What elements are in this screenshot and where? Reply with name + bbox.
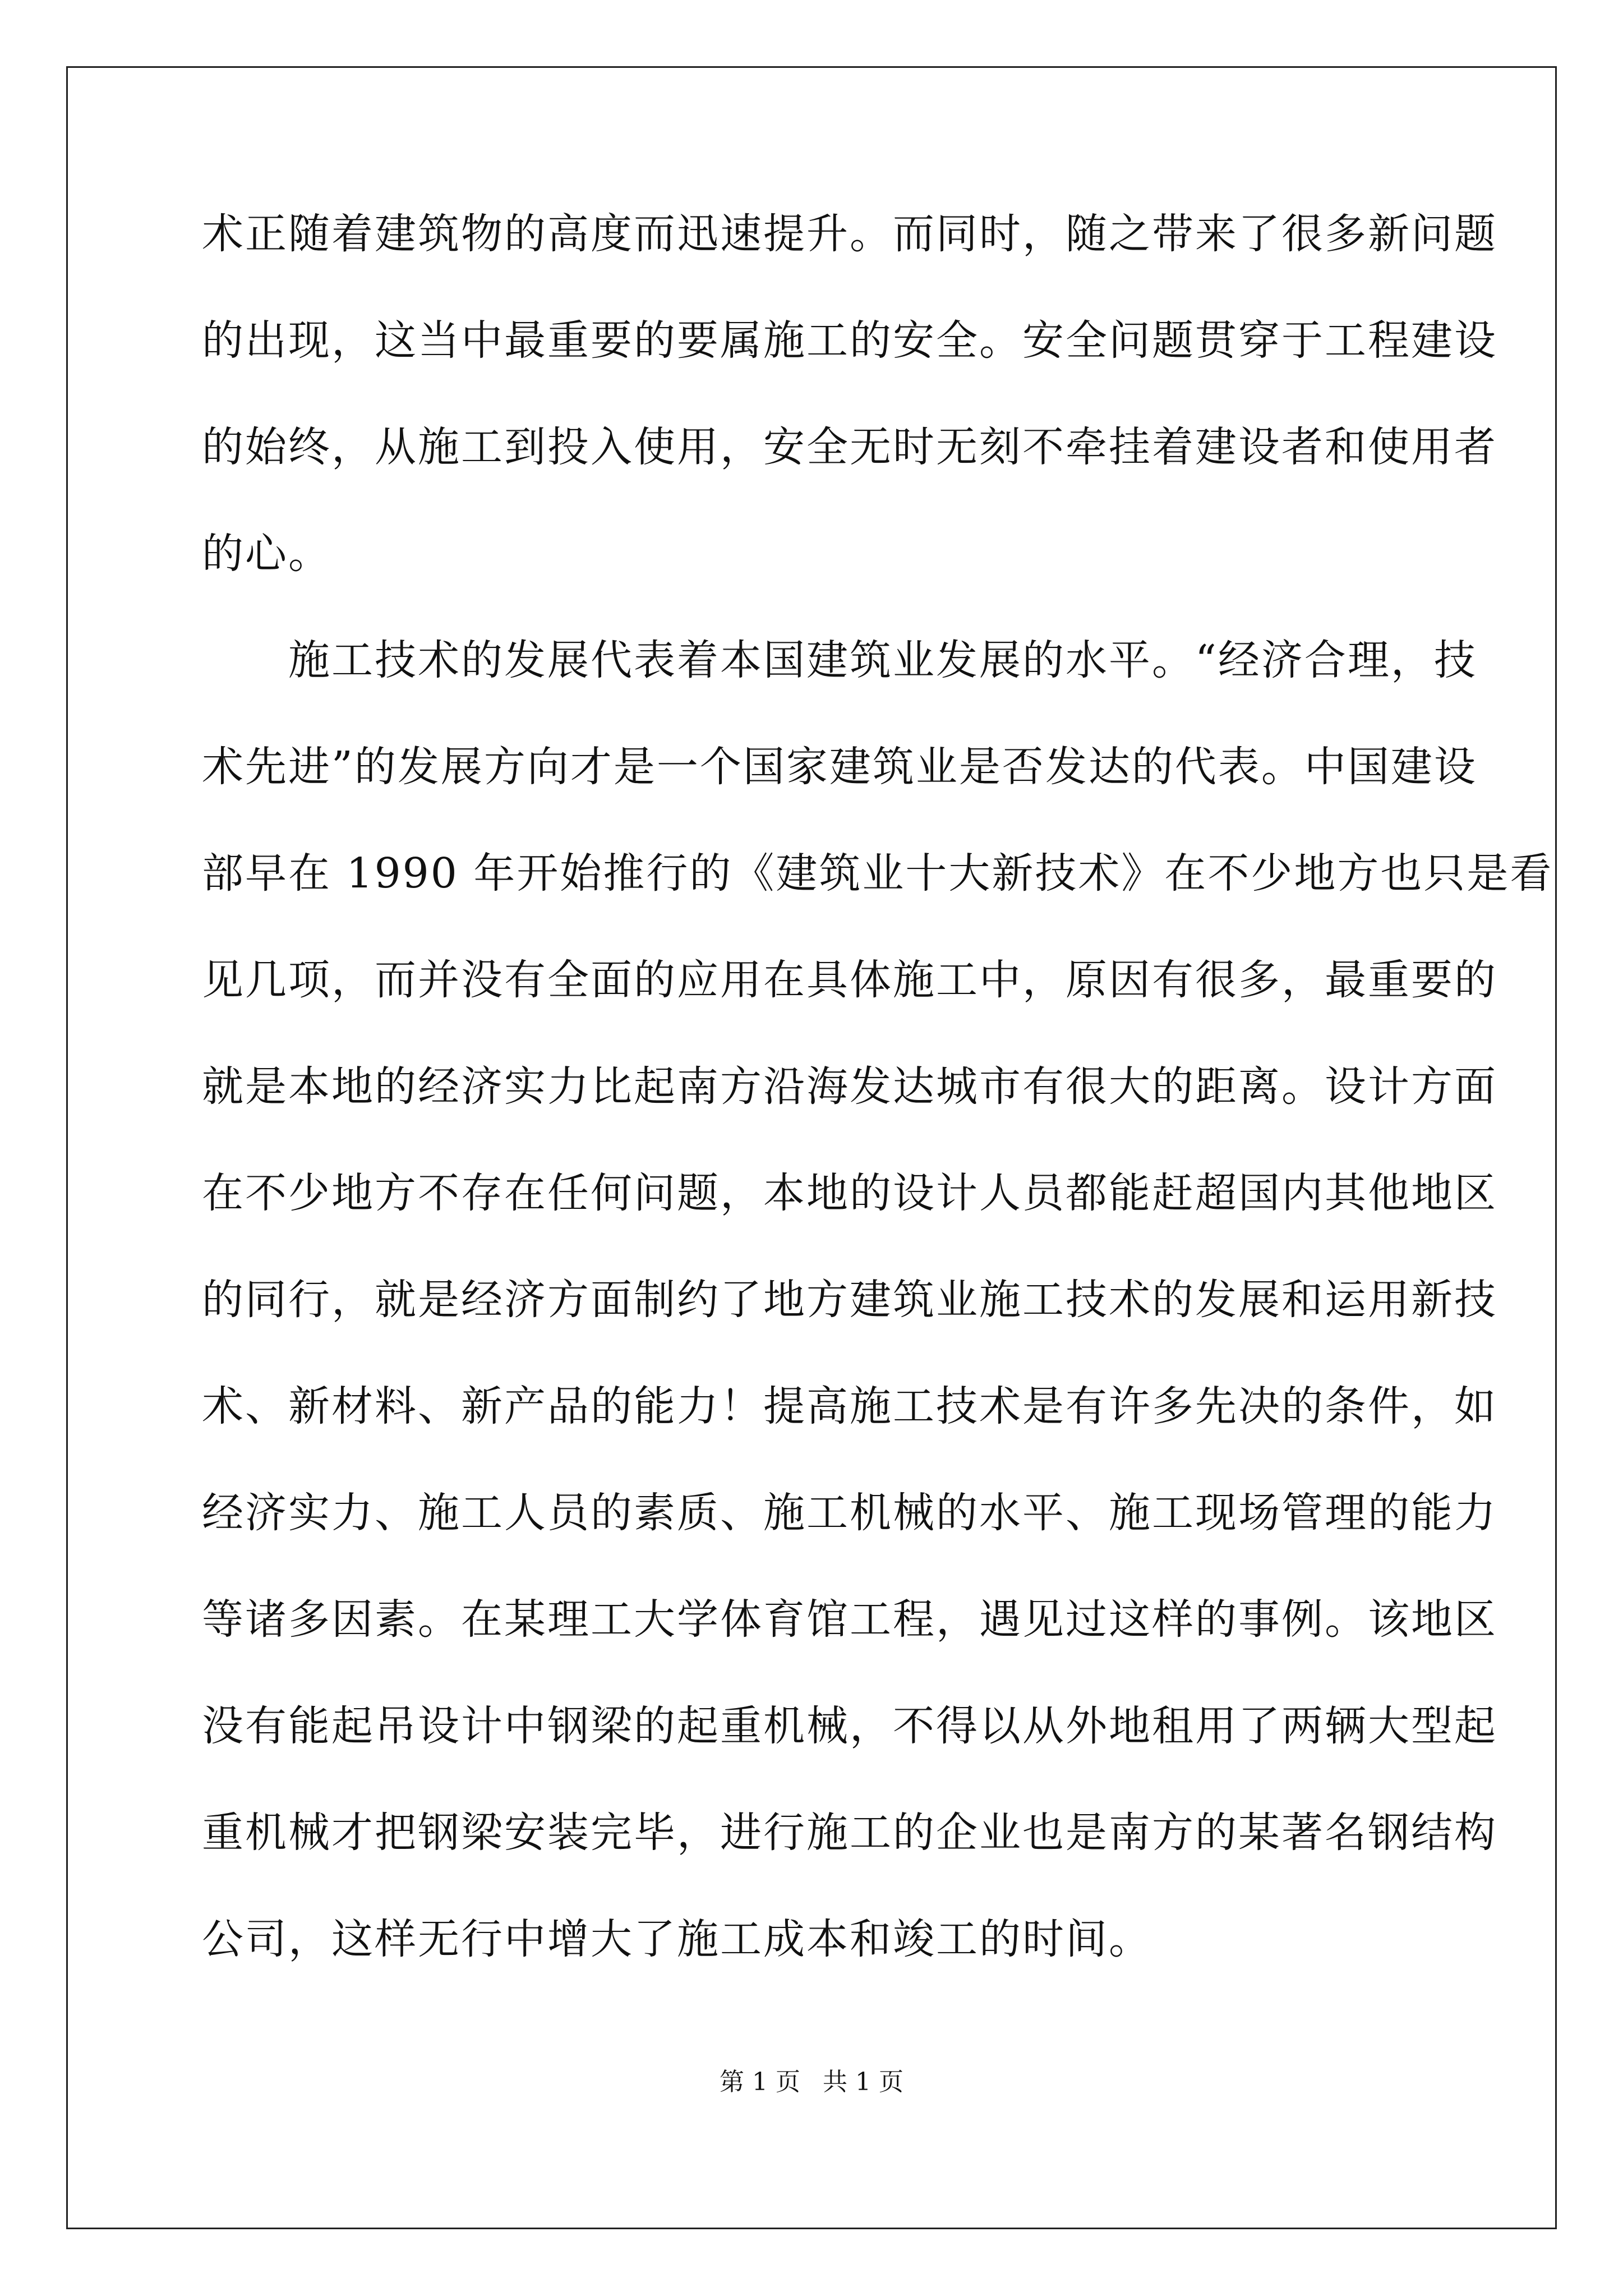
text-line: 经济实力、施工人员的素质、施工机械的水平、施工现场管理的能力	[202, 1489, 1497, 1537]
text-line: 施工技术的发展代表着本国建筑业发展的水平。“经济合理，技	[202, 636, 1477, 684]
document-body	[202, 210, 1553, 2025]
text-line: 的心。	[202, 530, 331, 578]
text-line: 在不少地方不存在任何问题，本地的设计人员都能赶超国内其他地区	[202, 1169, 1497, 1217]
page-footer	[0, 2062, 1623, 2097]
text-line: 见几项，而并没有全面的应用在具体施工中，原因有很多，最重要的	[202, 956, 1497, 1004]
text-line: 等诸多因素。在某理工大学体育馆工程，遇见过这样的事例。该地区	[202, 1595, 1497, 1644]
page-number: 第 1 页	[720, 2068, 800, 2096]
text-line: 术先进”的发展方向才是一个国家建筑业是否发达的代表。中国建设	[202, 743, 1477, 791]
text-line: 没有能起吊设计中钢梁的起重机械，不得以从外地租用了两辆大型起	[202, 1702, 1497, 1750]
text-line: 术正随着建筑物的高度而迅速提升。而同时，随之带来了很多新问题	[202, 210, 1497, 258]
text-line: 的同行，就是经济方面制约了地方建筑业施工技术的发展和运用新技	[202, 1276, 1497, 1324]
page-total: 共 1 页	[823, 2068, 903, 2096]
text-line: 部早在 1990 年开始推行的《建筑业十大新技术》在不少地方也只是看	[202, 849, 1553, 898]
text-line: 重机械才把钢梁安装完毕，进行施工的企业也是南方的某著名钢结构	[202, 1809, 1497, 1857]
text-line: 就是本地的经济实力比起南方沿海发达城市有很大的距离。设计方面	[202, 1062, 1497, 1111]
text-line: 术、新材料、新产品的能力！提高施工技术是有许多先决的条件，如	[202, 1382, 1497, 1430]
text-line: 的出现，这当中最重要的要属施工的安全。安全问题贯穿于工程建设	[202, 316, 1497, 365]
text-line: 公司，这样无行中增大了施工成本和竣工的时间。	[202, 1915, 1152, 1963]
text-line: 的始终，从施工到投入使用，安全无时无刻不牵挂着建设者和使用者	[202, 423, 1497, 471]
